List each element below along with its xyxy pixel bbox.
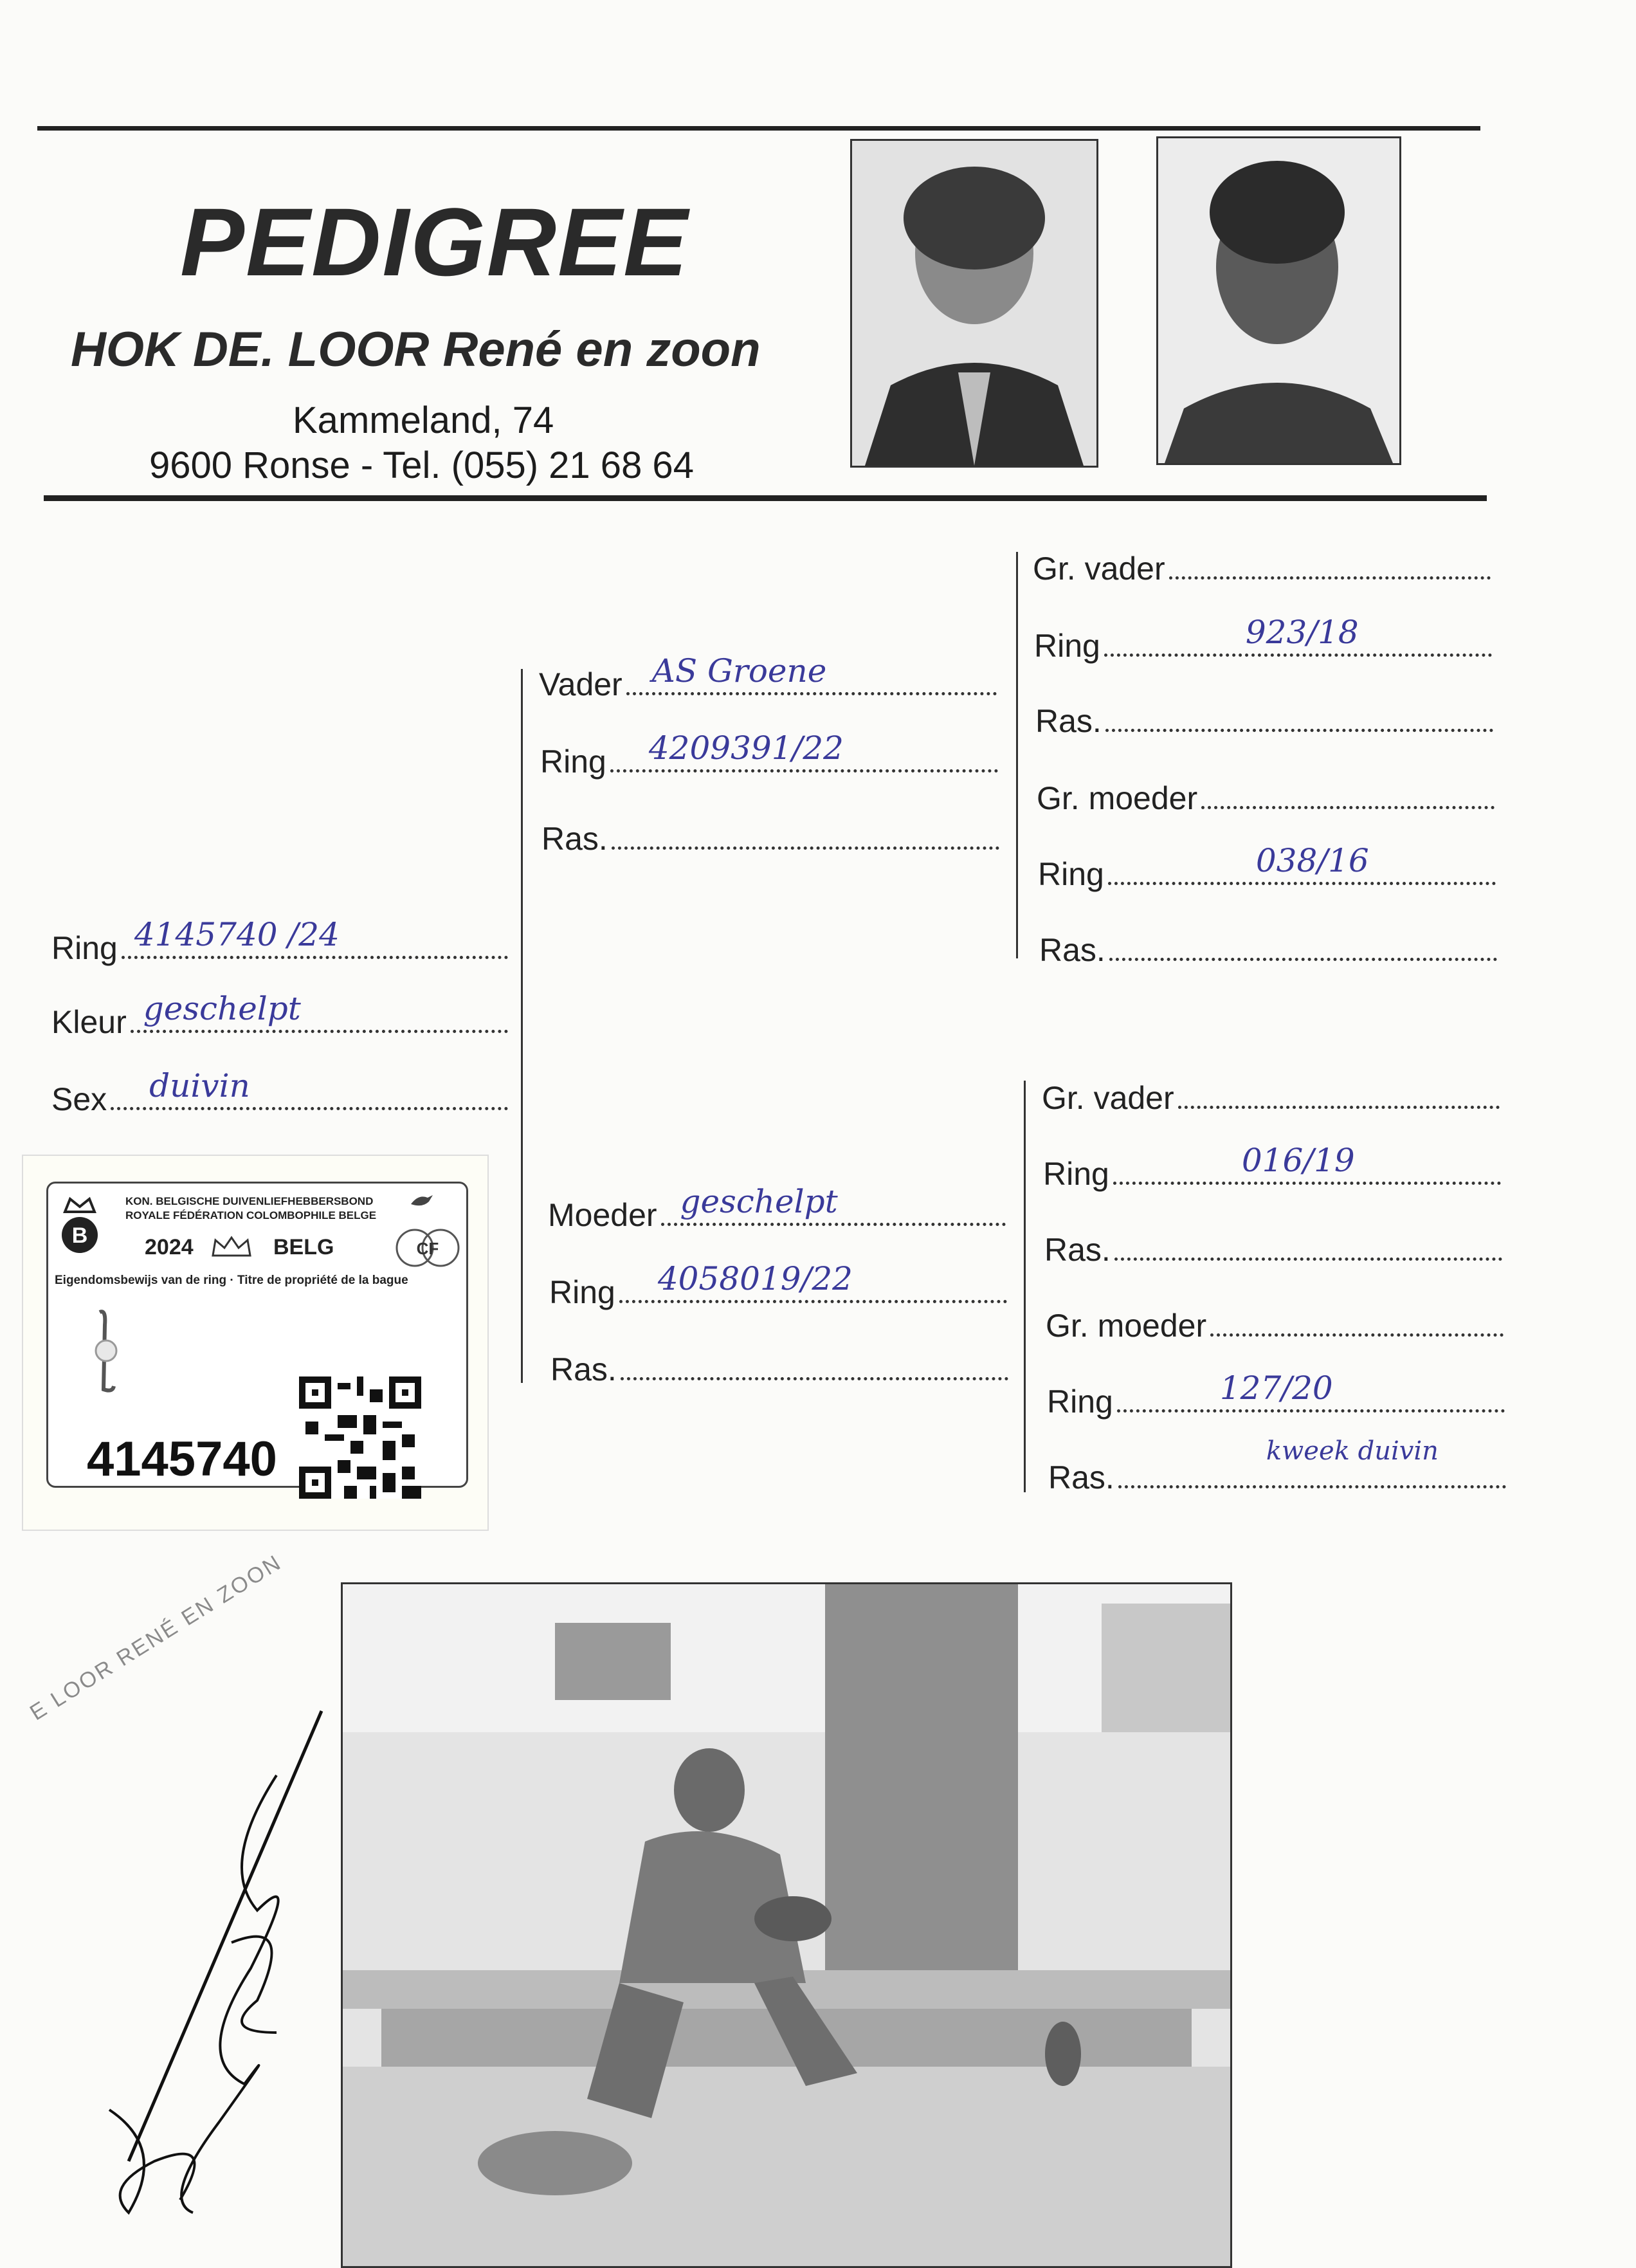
paternal-grandmother-ras-field[interactable]	[1039, 931, 1497, 969]
address: Kammeland, 74	[293, 399, 554, 441]
bracket-line-paternal	[1016, 552, 1018, 958]
federation-logo-icon	[57, 1193, 102, 1257]
card-federation-nl: KON. BELGISCHE DUIVENLIEFHEBBERSBOND	[125, 1195, 374, 1207]
paternal-grandmother-field[interactable]	[1037, 780, 1495, 817]
loft-name: HOK DE. LOOR René en zoon	[71, 322, 761, 377]
bracket-line-parents	[521, 669, 523, 1383]
ring-icon	[87, 1306, 125, 1396]
card-frame	[46, 1182, 468, 1488]
bird-kleur-field[interactable]	[51, 990, 508, 1041]
bird-ring-value: 4145740 /24	[134, 916, 340, 953]
maternal-grandfather-ring-label: Ring	[1043, 1156, 1109, 1192]
paternal-grandmother-ras-label: Ras.	[1039, 932, 1105, 968]
maternal-grandfather-label: Gr. vader	[1042, 1080, 1174, 1116]
maternal-grandmother-ras-value: kweek duivin	[1266, 1436, 1439, 1466]
father-ring-value: 4209391/22	[648, 729, 844, 767]
maternal-grandmother-ring-field[interactable]	[1047, 1369, 1505, 1420]
father-name-label: Vader	[539, 666, 623, 702]
bird-ring-label: Ring	[51, 930, 118, 966]
mother-ras-label: Ras.	[550, 1351, 617, 1387]
mother-ring-field[interactable]	[549, 1260, 1007, 1311]
bird-kleur-label: Kleur	[51, 1004, 127, 1040]
bird-sex-value: duivin	[149, 1067, 250, 1104]
maternal-grandfather-field[interactable]	[1042, 1079, 1500, 1117]
paternal-grandfather-ras-label: Ras.	[1035, 703, 1102, 739]
father-name-value: AS Groene	[651, 652, 827, 690]
signature-icon	[90, 1698, 347, 2226]
bird-sex-label: Sex	[51, 1081, 107, 1117]
paternal-grandfather-ring-value: 923/18	[1245, 614, 1359, 651]
loft-stamp: E LOOR RENÉ EN ZOON	[26, 1550, 286, 1726]
paternal-grandfather-ring-label: Ring	[1034, 628, 1100, 664]
bird-ring-field[interactable]	[51, 916, 508, 967]
paternal-grandmother-ring-value: 038/16	[1255, 842, 1369, 879]
maternal-grandfather-ras-label: Ras.	[1044, 1232, 1111, 1268]
maternal-grandmother-ring-label: Ring	[1047, 1384, 1113, 1420]
maternal-grandmother-ras-label: Ras.	[1048, 1459, 1114, 1495]
paternal-grandmother-ring-label: Ring	[1038, 856, 1104, 892]
mother-ras-field[interactable]	[550, 1351, 1008, 1388]
fci-globe-icon	[395, 1222, 460, 1274]
fancier-photo	[341, 1582, 1232, 2268]
mother-name-value: geschelpt	[680, 1183, 838, 1220]
svg-text:B: B	[71, 1223, 88, 1248]
paternal-grandmother-ring-field[interactable]	[1038, 842, 1496, 893]
bird-sex-field[interactable]	[51, 1067, 508, 1118]
city-phone: 9600 Ronse - Tel. (055) 21 68 64	[149, 444, 694, 486]
maternal-grandfather-ring-field[interactable]	[1043, 1142, 1501, 1193]
page-title: PEDIGREE	[180, 188, 689, 296]
bird-kleur-value: geschelpt	[143, 990, 301, 1027]
paternal-grandmother-label: Gr. moeder	[1037, 780, 1198, 816]
paternal-grandfather-ras-field[interactable]	[1035, 702, 1493, 740]
maternal-grandfather-ring-value: 016/19	[1241, 1142, 1355, 1179]
mother-name-label: Moeder	[548, 1197, 657, 1233]
header-bottom-rule	[44, 495, 1487, 501]
card-country: BELG	[273, 1235, 334, 1259]
maternal-grandfather-ras-field[interactable]	[1044, 1231, 1502, 1268]
father-ras-label: Ras.	[541, 821, 608, 857]
qr-code-icon	[299, 1376, 421, 1499]
maternal-grandmother-ras-field[interactable]	[1048, 1436, 1506, 1496]
pigeon-icon	[408, 1191, 434, 1211]
father-ras-field[interactable]	[541, 820, 999, 857]
crown-icon	[209, 1234, 254, 1259]
paternal-grandfather-ring-field[interactable]	[1034, 614, 1492, 664]
maternal-grandmother-field[interactable]	[1046, 1307, 1504, 1344]
mother-ring-label: Ring	[549, 1274, 615, 1310]
maternal-grandmother-ring-value: 127/20	[1219, 1369, 1333, 1407]
card-ring-number: 4145740	[87, 1432, 277, 1486]
paternal-grandfather-label: Gr. vader	[1033, 551, 1165, 587]
mother-ring-value: 4058019/22	[657, 1260, 853, 1297]
maternal-grandmother-label: Gr. moeder	[1046, 1308, 1207, 1344]
top-rule	[37, 126, 1480, 131]
card-year: 2024	[145, 1235, 194, 1259]
card-federation-fr: ROYALE FÉDÉRATION COLOMBOPHILE BELGE	[125, 1209, 377, 1221]
father-ring-label: Ring	[540, 744, 606, 780]
ring-ownership-card	[22, 1155, 489, 1531]
card-ownership-text: Eigendomsbewijs van de ring · Titre de propriété de la bague	[55, 1274, 408, 1287]
bracket-line-maternal	[1024, 1081, 1026, 1492]
father-name-field[interactable]	[539, 652, 997, 703]
portrait-photo-left	[850, 139, 1098, 468]
mother-name-field[interactable]	[548, 1183, 1006, 1234]
paternal-grandfather-field[interactable]	[1033, 550, 1491, 587]
father-ring-field[interactable]	[540, 729, 998, 780]
svg-text:CF: CF	[416, 1239, 439, 1258]
portrait-photo-right	[1156, 136, 1401, 465]
